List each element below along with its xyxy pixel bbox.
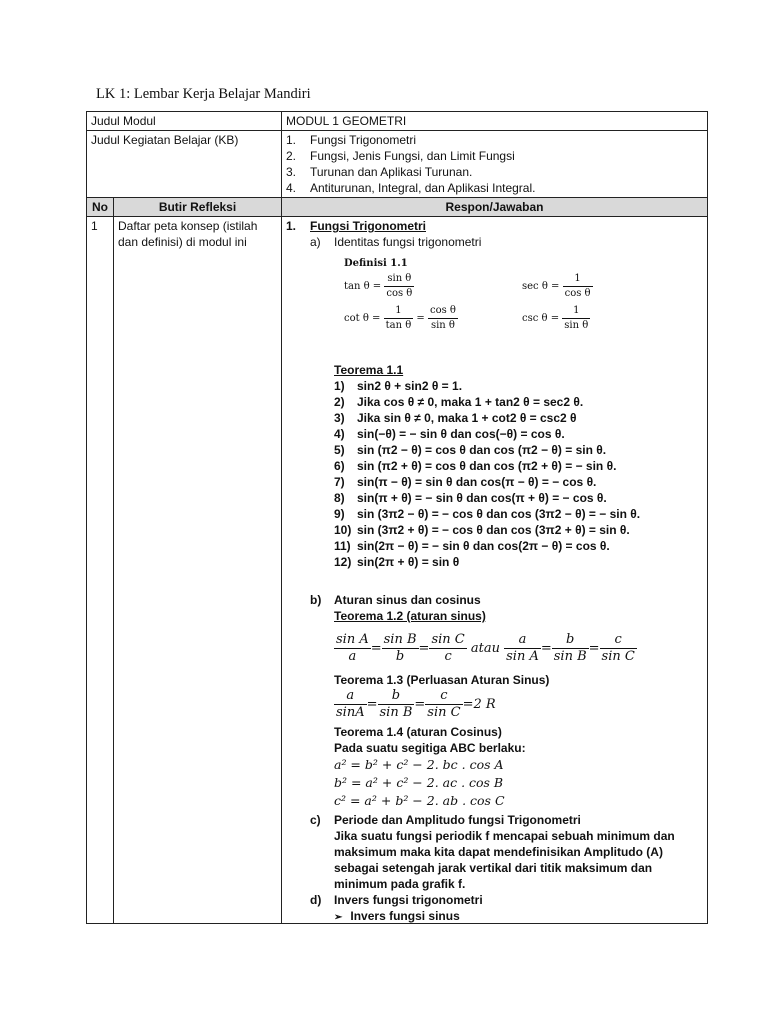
list-item: 10) sin (3π2 + θ) = − cos θ dan cos (3π2 + θ) = sin θ.: [334, 523, 630, 537]
kb-label: Judul Kegiatan Belajar (KB): [87, 131, 282, 198]
row-judul-modul: [87, 112, 708, 131]
d-subitem: ➢ Invers fungsi sinus: [334, 909, 460, 923]
row-kegiatan-belajar: [87, 131, 708, 198]
c-paragraph-line: minimum pada grafik f.: [334, 877, 466, 891]
a-title: Identitas fungsi trigonometri: [334, 235, 482, 249]
header-respon-jawaban: Respon/Jawaban: [282, 198, 708, 217]
list-item: 12) sin(2π + θ) = sin θ: [334, 555, 460, 569]
row-butir: Daftar peta konsep (istilah dan definisi) di modul ini: [114, 217, 282, 924]
header-no: No: [87, 198, 114, 217]
kb-list-cell: [282, 131, 708, 198]
sinus-rule-formula: $\frac{\text{sin A}}{a}$ = $\frac{\text{sin B}}{b}$ = $\frac{\text{sin C}}{c}$ atau $\frac{a}{\text{sin A}}$ = $\frac{b}{\text{sin B}}$ = $\frac{c}{\text{sin C}}$: [336, 632, 635, 664]
c-paragraph-line: sebagai setengah jarak vertikal dari titik maksimum dan: [334, 861, 653, 875]
c-paragraph-line: Jika suatu fungsi periodik f mencapai sebuah minimum dan: [334, 829, 675, 843]
list-item: 7) sin(π − θ) = sin θ dan cos(π − θ) = − cos θ.: [334, 475, 597, 489]
list-item: 5) sin (π2 − θ) = cos θ dan cos (π2 − θ) = sin θ.: [334, 443, 607, 457]
c-paragraph-line: maksimum maka kita dapat mendefinisikan Amplitudo (A): [334, 845, 663, 859]
d-label: d): [310, 893, 322, 907]
table-header-row: [87, 198, 708, 217]
d-title: Invers fungsi trigonometri: [334, 893, 483, 907]
cosinus-eq-b: b² = a² + c² − 2. ac . cos B: [334, 775, 504, 790]
arrow-bullet-icon: ➢: [334, 912, 343, 923]
table-row: [87, 217, 708, 924]
reflection-table: [86, 111, 708, 924]
cosinus-intro: Pada suatu segitiga ABC berlaku:: [334, 741, 526, 755]
list-item: 8) sin(π + θ) = − sin θ dan cos(π + θ) = − cos θ.: [334, 491, 607, 505]
response-content: [286, 218, 703, 922]
def-sec: sec θ = $\frac{1}{\text{cos θ}}$: [522, 273, 591, 299]
list-item: 6) sin (π2 + θ) = cos θ dan cos (π2 + θ) = − sin θ.: [334, 459, 617, 473]
list-item: 3) Jika sin θ ≠ 0, maka 1 + cot2 θ = csc2 θ: [334, 411, 577, 425]
list-item: 4) sin(−θ) = − sin θ dan cos(−θ) = cos θ.: [334, 427, 565, 441]
response-cell: [282, 217, 708, 924]
judul-modul-label: Judul Modul: [87, 112, 282, 131]
teorema12-title: Teorema 1.2 (aturan sinus): [334, 609, 486, 623]
def-cot: cot θ = $\frac{1}{\text{tan θ}}$ = $\frac{\text{cos θ}}{\text{sin θ}}$: [344, 305, 456, 331]
row-number: 1: [87, 217, 114, 924]
def-tan: tan θ = $\frac{\text{sin θ}}{\text{cos θ}}$: [344, 273, 413, 299]
list-item: 2) Jika cos θ ≠ 0, maka 1 + tan2 θ = sec2 θ.: [334, 395, 584, 409]
list-item: 9) sin (3π2 − θ) = − cos θ dan cos (3π2 − θ) = − sin θ.: [334, 507, 641, 521]
cosinus-eq-a: a² = b² + c² − 2. bc . cos A: [334, 757, 504, 772]
a-label: a): [310, 235, 321, 249]
teorema11-list: [334, 378, 640, 570]
c-title: Periode dan Amplitudo fungsi Trigonometri: [334, 813, 581, 827]
cosinus-eq-c: c² = a² + b² − 2. ab . cos C: [334, 793, 505, 808]
page-heading: LK 1: Lembar Kerja Belajar Mandiri: [96, 86, 311, 102]
teorema11-title: Teorema 1.1: [334, 363, 404, 377]
teorema14-title: Teorema 1.4 (aturan Cosinus): [334, 725, 502, 739]
definisi-title: Definisi 1.1: [344, 258, 408, 269]
kb-item: 3. Turunan dan Aplikasi Turunan.: [286, 165, 473, 179]
c-label: c): [310, 813, 321, 827]
b-title: Aturan sinus dan cosinus: [334, 593, 481, 607]
judul-modul-value: MODUL 1 GEOMETRI: [282, 112, 708, 131]
list-item: 1) sin2 θ + sin2 θ = 1.: [334, 379, 463, 393]
header-butir-refleksi: Butir Refleksi: [114, 198, 282, 217]
kb-item: 2. Fungsi, Jenis Fungsi, dan Limit Fungsi: [286, 149, 515, 163]
b-label: b): [310, 593, 322, 607]
kb-item: 4. Antiturunan, Integral, dan Aplikasi Integral.: [286, 181, 536, 195]
def-csc: csc θ = $\frac{1}{\text{sin θ}}$: [522, 305, 589, 331]
kb-list: [286, 132, 703, 196]
teorema13-title: Teorema 1.3 (Perluasan Aturan Sinus): [334, 673, 550, 687]
perluasan-formula: $\frac{a}{\sin A}$ = $\frac{b}{\text{sin B}}$ = $\frac{c}{\text{sin C}}$ =2 R: [336, 688, 496, 720]
section-number: 1.: [286, 219, 297, 233]
list-item: 11) sin(2π − θ) = − sin θ dan cos(2π − θ) = cos θ.: [334, 539, 610, 553]
kb-item: 1. Fungsi Trigonometri: [286, 133, 417, 147]
section-title: Fungsi Trigonometri: [310, 219, 426, 233]
